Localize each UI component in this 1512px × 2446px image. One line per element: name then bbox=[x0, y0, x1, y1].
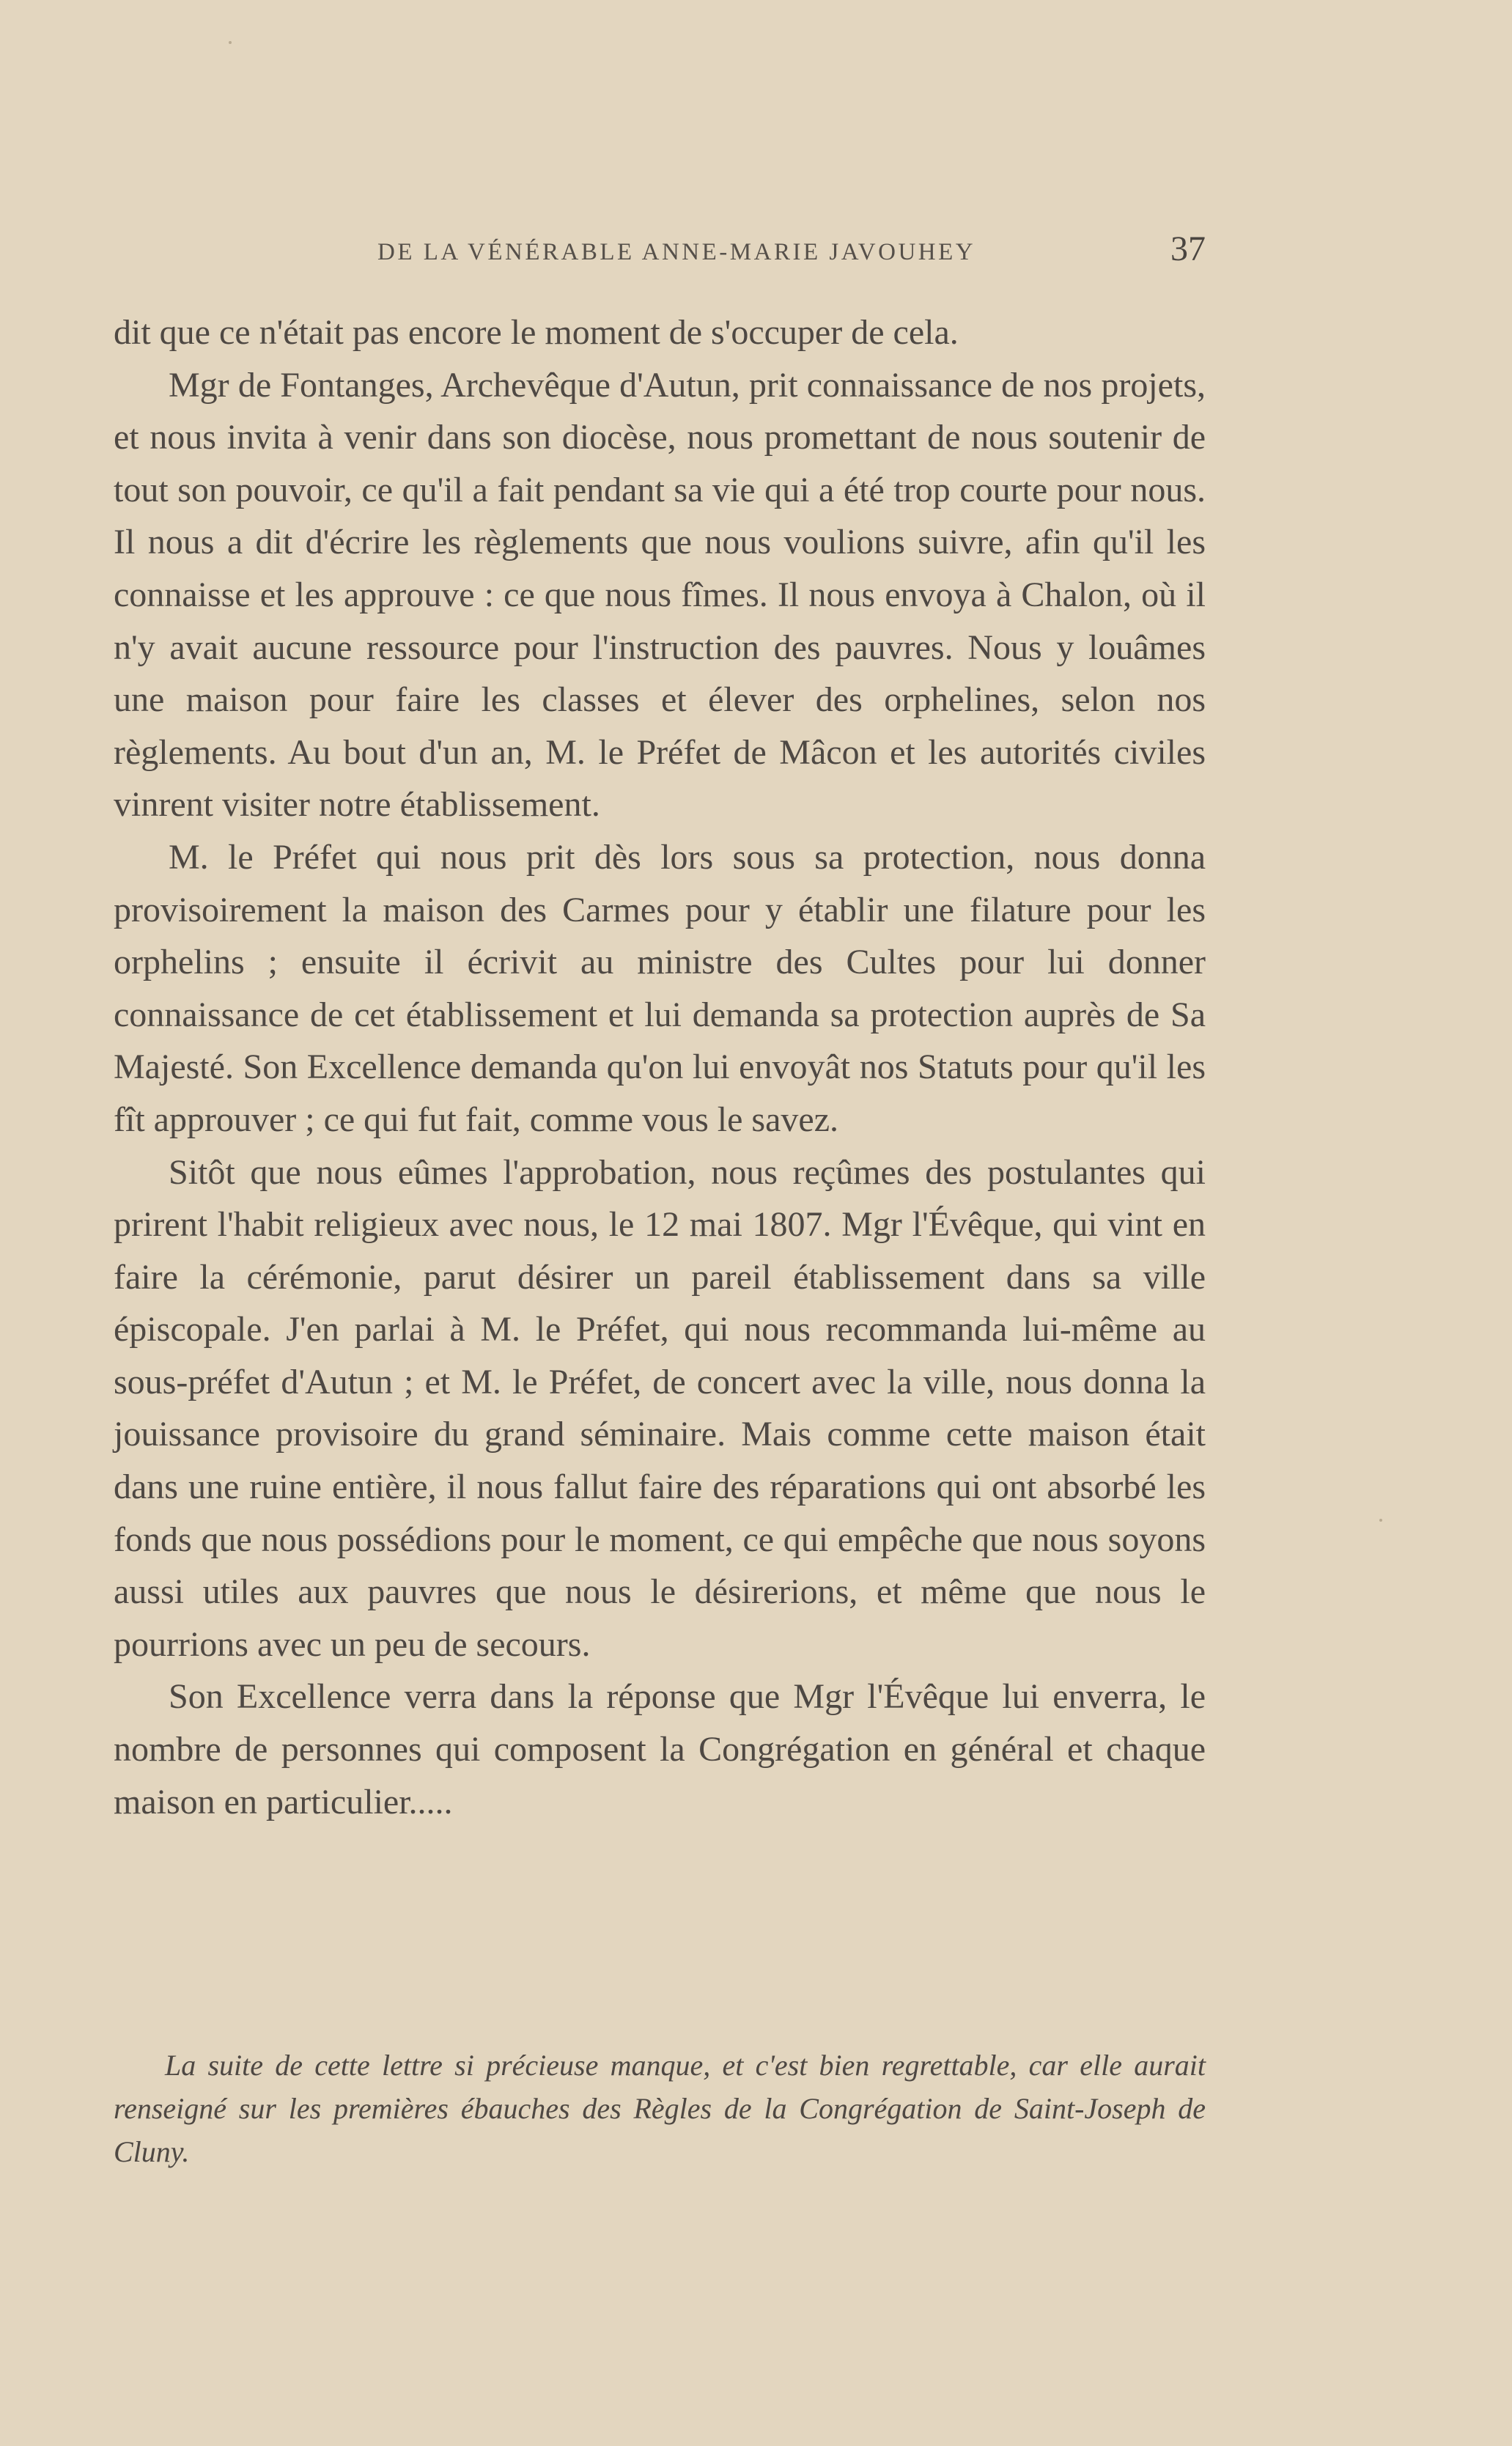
page-number: 37 bbox=[1170, 229, 1206, 268]
paragraph: Mgr de Fontanges, Archevêque d'Autun, prit connaissance de nos projets, et nous invita à venir dans son diocèse, nous promettant de nous soutenir de tout son pouvoir, ce qu'il a fait pendant sa vie qui a été trop courte pour nous. Il nous a dit d'écrire les règlements que nous voulions suivre, afin qu'il les connaisse et les approuve : ce que nous fîmes. Il nous envoya à Chalon, où il n'y avait aucune ressource pour l'instruction des pauvres. Nous y louâmes une maison pour faire les classes et élever des orphelines, selon nos règlements. Au bout d'un an, M. le Préfet de Mâcon et les autorités civiles vinrent visiter notre établissement. bbox=[114, 365, 1206, 825]
paper-speck bbox=[1379, 1519, 1382, 1522]
running-title: DE LA VÉNÉRABLE ANNE-MARIE JAVOUHEY bbox=[377, 239, 976, 265]
paragraph-continuation: dit que ce n'était pas encore le moment de s'occuper de cela. bbox=[114, 313, 959, 352]
editorial-note: La suite de cette lettre si précieuse manque, et c'est bien regrettable, car elle aurait renseigné sur les premières ébauches des Règles de la Congrégation de Saint-Joseph de Cluny. bbox=[114, 2049, 1206, 2168]
body-text bbox=[114, 306, 1206, 1828]
paragraph: M. le Préfet qui nous prit dès lors sous sa protection, nous donna provisoirement la maison des Carmes pour y établir une filature pour les orphelins ; ensuite il écrivit au ministre des Cultes pour lui donner connaissance de cet établissement et lui demanda sa protection auprès de Sa Majesté. Son Excellence demanda qu'on lui envoyât nos Statuts pour qu'il les fît approuver ; ce qui fut fait, comme vous le savez. bbox=[114, 837, 1206, 1139]
paper-speck bbox=[229, 41, 232, 44]
paragraph: Sitôt que nous eûmes l'approbation, nous reçûmes des postulantes qui prirent l'habit religieux avec nous, le 12 mai 1807. Mgr l'Évêque, qui vint en faire la cérémonie, parut désirer un pareil établissement dans sa ville épiscopale. J'en parlai à M. le Préfet, qui nous recommanda lui-même au sous-préfet d'Autun ; et M. le Préfet, de concert avec la ville, nous donna la jouissance provisoire du grand séminaire. Mais comme cette maison était dans une ruine entière, il nous fallut faire des réparations qui ont absorbé les fonds que nous possédions pour le moment, ce qui empêche que nous soyons aussi utiles aux pauvres que nous le désirerions, et même que nous le pourrions avec un peu de secours. bbox=[114, 1152, 1206, 1664]
running-head bbox=[114, 229, 1206, 270]
paragraph: Son Excellence verra dans la réponse que Mgr l'Évêque lui enverra, le nombre de personnes qui composent la Congrégation en général et chaque maison en particulier..... bbox=[114, 1677, 1206, 1821]
